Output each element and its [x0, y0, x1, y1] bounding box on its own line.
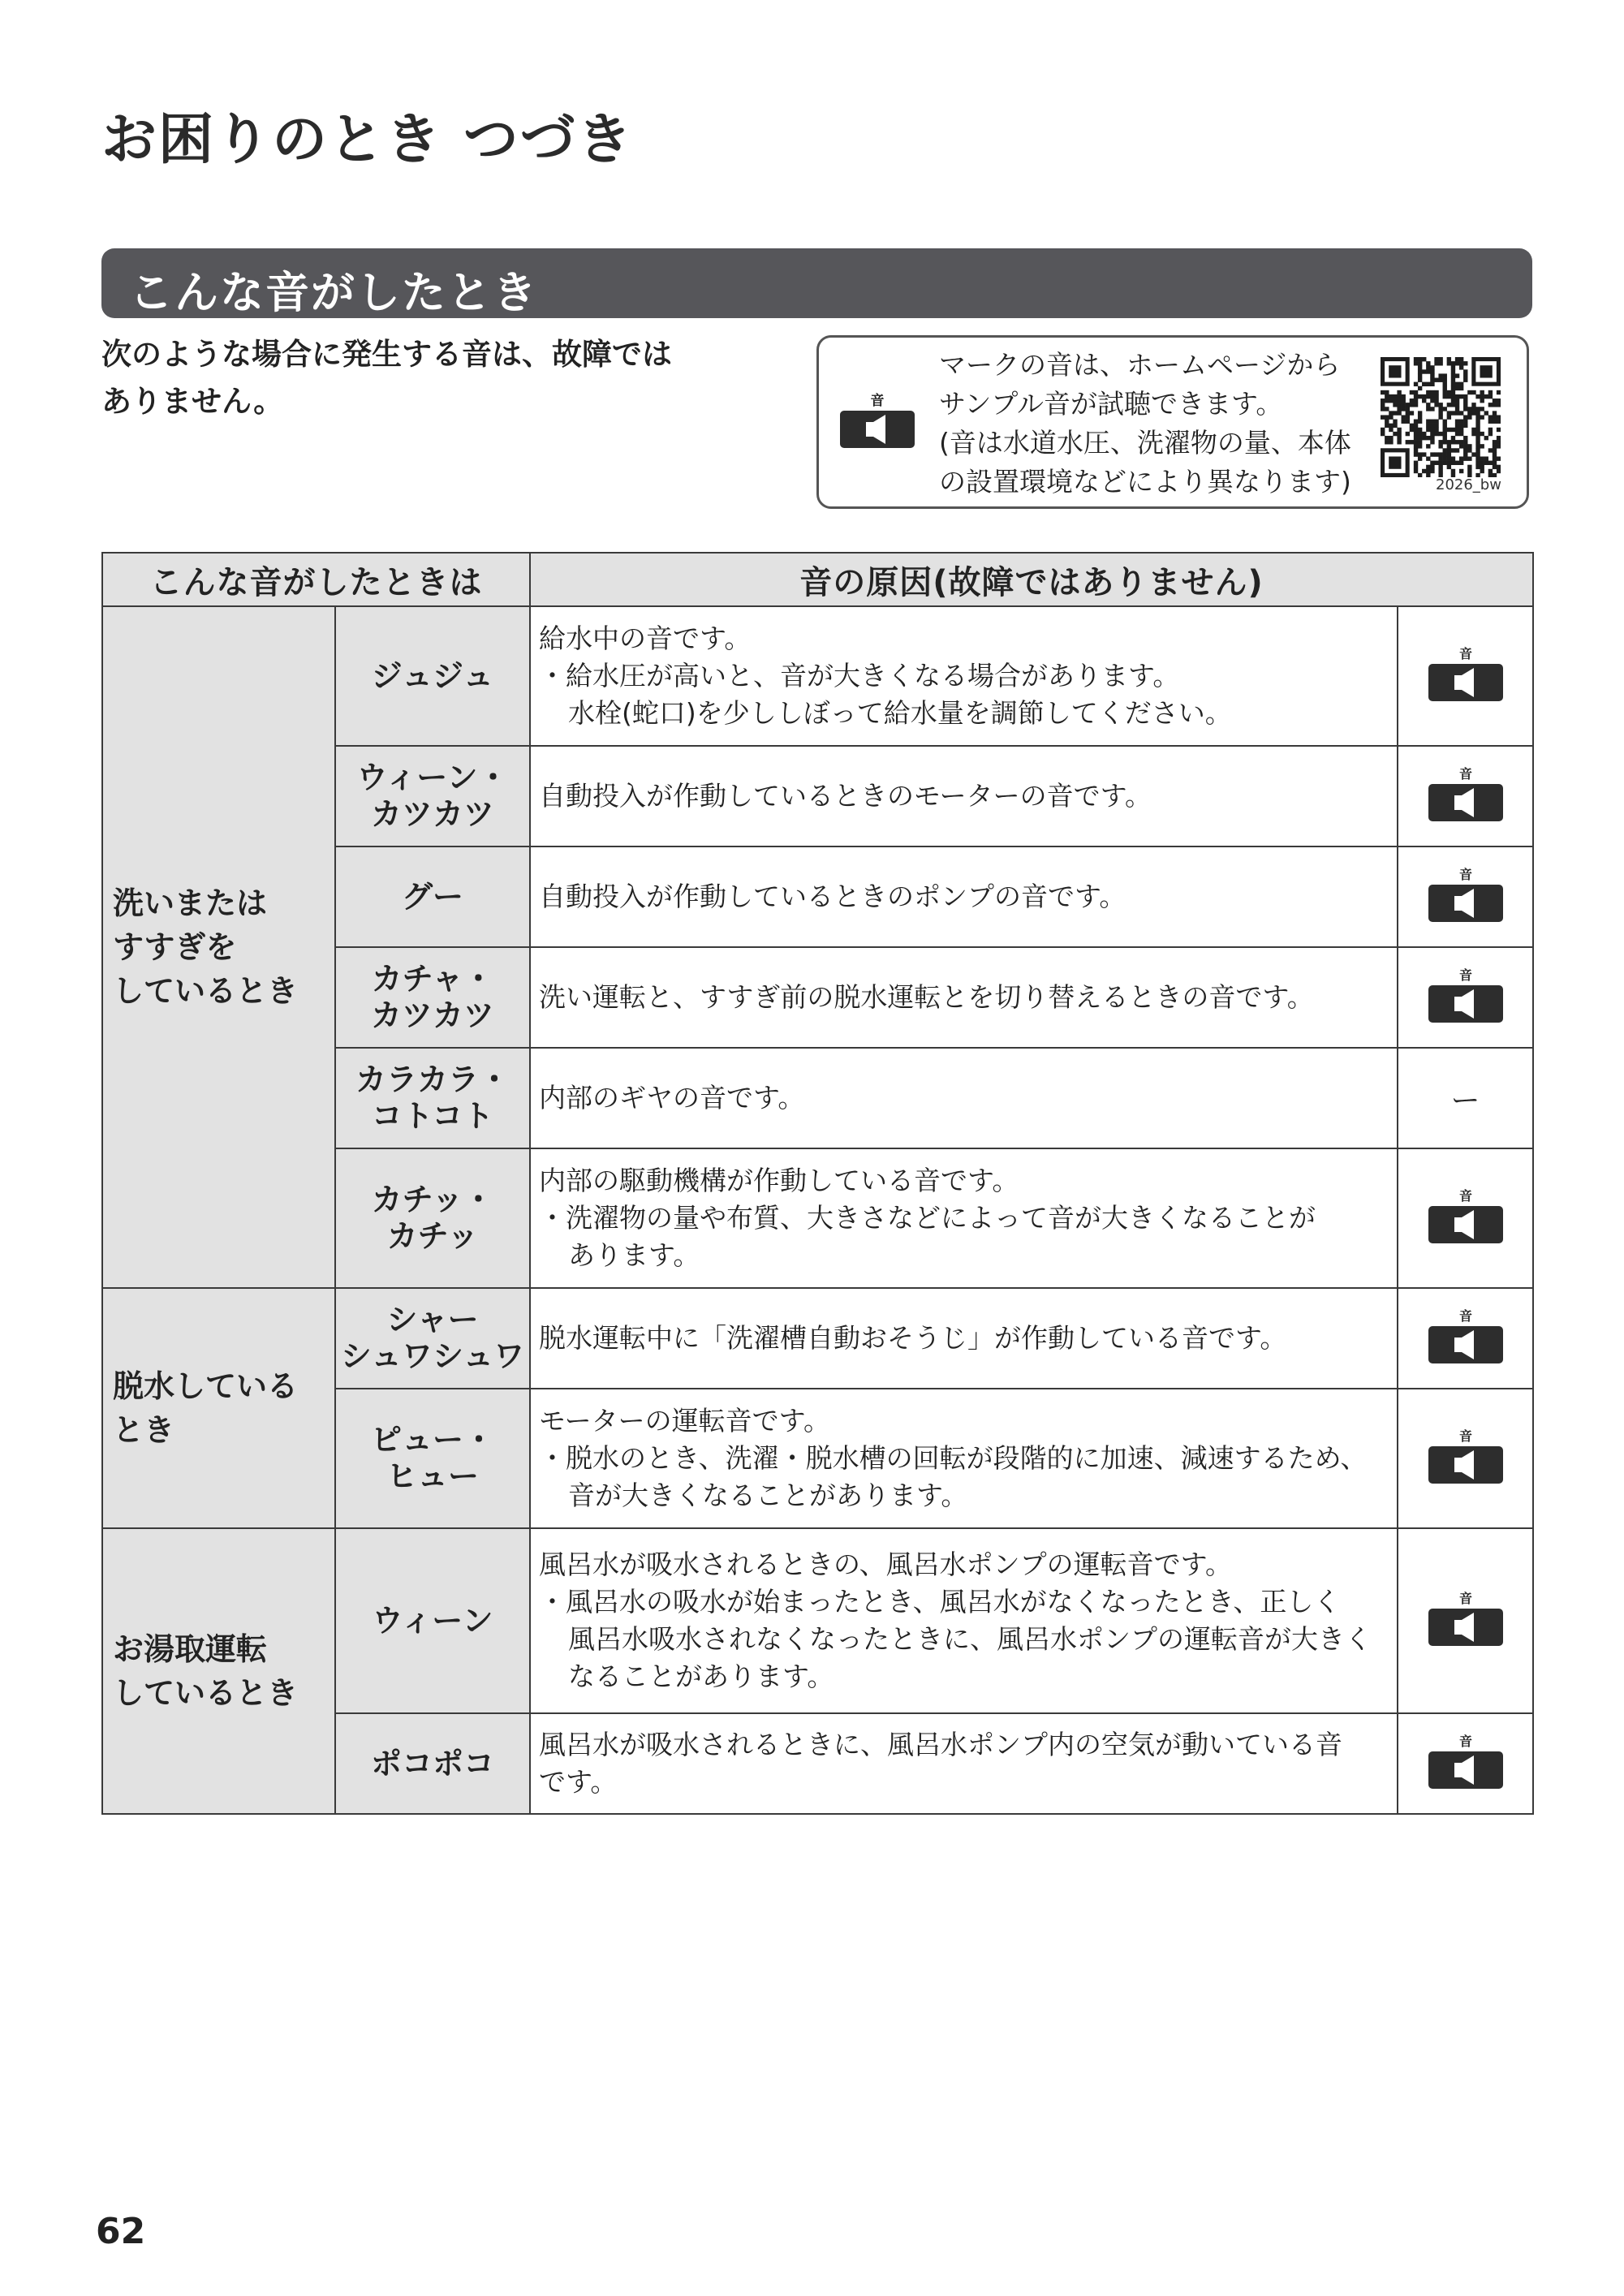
speaker-mark-icon[interactable]	[1427, 1428, 1505, 1486]
cause-cell	[530, 606, 1398, 746]
situation-cell	[102, 1528, 335, 1814]
cause-bullet-continuation: 音が大きくなることがあります。	[568, 1480, 968, 1511]
cause-line: 給水中の音です。	[539, 622, 752, 654]
cause-cell	[530, 746, 1398, 846]
speaker-mark-label: 音	[1458, 967, 1472, 983]
cause-cell	[530, 1148, 1398, 1288]
situation-line: お湯取運転	[113, 1631, 268, 1667]
sound-name-line: カチャ・	[371, 961, 494, 997]
speaker-mark-icon[interactable]	[1427, 645, 1505, 704]
situation-line: 洗いまたは	[113, 885, 268, 921]
sound-name-cell	[335, 1713, 530, 1814]
cause-line: 自動投入が作動しているときのモーターの音です。	[539, 780, 1152, 812]
qr-code-icon[interactable]	[1381, 357, 1501, 477]
sound-name-line: カツカツ	[370, 796, 494, 832]
cause-cell	[530, 1389, 1398, 1528]
situation-line: とき	[113, 1412, 175, 1448]
situation-line: しているとき	[113, 973, 299, 1009]
cause-cell	[530, 947, 1398, 1048]
sound-name-cell	[335, 1528, 530, 1713]
sound-name-cell	[335, 1288, 530, 1389]
sound-name-line: シュワシュワ	[340, 1338, 525, 1374]
speaker-mark-icon[interactable]	[1427, 866, 1505, 924]
speaker-mark-icon[interactable]	[1427, 1733, 1505, 1791]
sound-mark-cell	[1398, 1148, 1533, 1288]
cause-line: です。	[539, 1766, 618, 1798]
sound-name-line: シャー	[386, 1302, 479, 1338]
sound-name-cell	[335, 1048, 530, 1148]
cause-line: モーターの運転音です。	[539, 1405, 831, 1437]
sound-mark-cell	[1398, 746, 1533, 846]
situation-line: 脱水している	[113, 1368, 299, 1404]
section-header-bar	[101, 248, 1532, 318]
cause-line: 内部の駆動機構が作動している音です。	[539, 1165, 1019, 1196]
cause-cell	[530, 846, 1398, 947]
cause-line: 風呂水が吸水されるときの、風呂水ポンプの運転音です。	[539, 1549, 1233, 1580]
table-row	[102, 606, 1533, 746]
sound-name-cell	[335, 1389, 530, 1528]
speaker-mark-label: 音	[1458, 1734, 1472, 1749]
sound-name-cell	[335, 746, 530, 846]
header-cause: 音の原因(故障ではありません)	[530, 553, 1533, 606]
speaker-mark-icon[interactable]	[1427, 1187, 1505, 1246]
sound-name-cell	[335, 846, 530, 947]
no-mark-dash: ー	[1450, 1083, 1480, 1118]
sound-mark-cell	[1398, 1528, 1533, 1713]
sound-mark-cell	[1398, 1048, 1533, 1148]
speaker-mark-icon[interactable]	[1427, 1590, 1505, 1648]
cause-cell	[530, 1713, 1398, 1814]
speaker-mark-label: 音	[1458, 646, 1472, 661]
cause-line: 自動投入が作動しているときのポンプの音です。	[539, 881, 1126, 912]
cause-line: 風呂水が吸水されるときに、風呂水ポンプ内の空気が動いている音	[539, 1729, 1342, 1760]
cause-line: 内部のギヤの音です。	[539, 1082, 805, 1114]
sound-name-cell	[335, 606, 530, 746]
cause-bullet-continuation: 風呂水吸水されなくなったときに、風呂水ポンプの運転音が大きく	[568, 1623, 1372, 1655]
cause-bullet-continuation: 水栓(蛇口)を少ししぼって給水量を調節してください。	[568, 697, 1232, 729]
sound-name-line: カラカラ・	[355, 1062, 510, 1097]
cause-bullet-continuation: あります。	[568, 1239, 700, 1271]
situation-line: すすぎを	[113, 929, 237, 965]
sound-name-line: グー	[401, 878, 463, 915]
sound-mark-cell	[1398, 1288, 1533, 1389]
sound-name-line: ウィーン・	[356, 760, 509, 795]
table-header-row	[102, 553, 1533, 606]
situation-line: しているとき	[113, 1675, 299, 1711]
speaker-mark-icon	[837, 391, 918, 454]
cause-cell	[530, 1288, 1398, 1389]
sound-mark-cell	[1398, 846, 1533, 947]
cause-cell	[530, 1048, 1398, 1148]
sound-table	[101, 552, 1534, 1815]
speaker-mark-label: 音	[1458, 1308, 1472, 1324]
sound-name-line: ウィーン	[372, 1602, 493, 1639]
speaker-mark-label: 音	[1458, 1591, 1472, 1606]
cause-bullet-line: ・洗濯物の量や布質、大きさなどによって音が大きくなることが	[539, 1202, 1316, 1234]
page-number: 62	[96, 2211, 146, 2252]
situation-cell	[102, 1288, 335, 1528]
sample-sound-note	[816, 335, 1529, 509]
sound-name-cell	[335, 947, 530, 1048]
cause-line: 洗い運転と、すすぎ前の脱水運転とを切り替えるときの音です。	[539, 981, 1314, 1013]
speaker-mark-label: 音	[1458, 1428, 1472, 1444]
cause-bullet-continuation: なることがあります。	[568, 1661, 834, 1692]
intro-line: 次のような場合に発生する音は、故障では	[101, 337, 672, 372]
sound-name-line: ジュジュ	[371, 657, 494, 694]
cause-bullet-line: ・風呂水の吸水が始まったとき、風呂水がなくなったとき、正しく	[539, 1586, 1341, 1618]
page-title: お困りのとき つづき	[101, 108, 634, 172]
cause-line: 脱水運転中に「洗濯槽自動おそうじ」が作動している音です。	[539, 1322, 1287, 1354]
intro-line: ありません。	[101, 384, 284, 419]
sound-mark-cell	[1398, 947, 1533, 1048]
qr-code-label: 2026_bw	[1436, 476, 1501, 493]
speaker-mark-label: 音	[870, 393, 885, 409]
speaker-mark-icon[interactable]	[1427, 765, 1505, 824]
sound-name-line: カツカツ	[370, 997, 494, 1033]
note-line: マークの音は、ホームページから	[939, 349, 1341, 381]
sound-mark-cell	[1398, 606, 1533, 746]
sound-name-line: コトコト	[371, 1098, 494, 1134]
note-line: の設置環境などにより異なります)	[939, 466, 1351, 498]
section-title: こんな音がしたとき	[129, 267, 538, 318]
speaker-mark-label: 音	[1458, 766, 1472, 782]
note-line: サンプル音が試聴できます。	[939, 388, 1283, 420]
situation-cell	[102, 606, 335, 1288]
note-text	[939, 346, 1377, 502]
sound-name-line: ヒュー	[386, 1458, 479, 1494]
speaker-mark-label: 音	[1458, 867, 1472, 882]
sound-name-line: ポコポコ	[370, 1745, 494, 1781]
sound-mark-cell	[1398, 1713, 1533, 1814]
cause-cell	[530, 1528, 1398, 1713]
intro-text	[101, 331, 718, 425]
table-row	[102, 1528, 1533, 1713]
sound-name-line: カチッ・	[371, 1182, 494, 1217]
sound-name-line: ピュー・	[370, 1422, 494, 1458]
speaker-mark-label: 音	[1458, 1188, 1472, 1204]
note-line: (音は水道水圧、洗濯物の量、本体	[939, 427, 1351, 459]
sound-name-line: カチッ	[386, 1218, 479, 1254]
sound-mark-cell	[1398, 1389, 1533, 1528]
table-row	[102, 1288, 1533, 1389]
cause-bullet-line: ・給水圧が高いと、音が大きくなる場合があります。	[539, 660, 1180, 691]
speaker-mark-icon[interactable]	[1427, 1307, 1505, 1366]
speaker-mark-icon[interactable]	[1427, 967, 1505, 1025]
header-situation: こんな音がしたときは	[102, 553, 530, 606]
cause-bullet-line: ・脱水のとき、洗濯・脱水槽の回転が段階的に加速、減速するため、	[539, 1442, 1368, 1474]
sound-name-cell	[335, 1148, 530, 1288]
